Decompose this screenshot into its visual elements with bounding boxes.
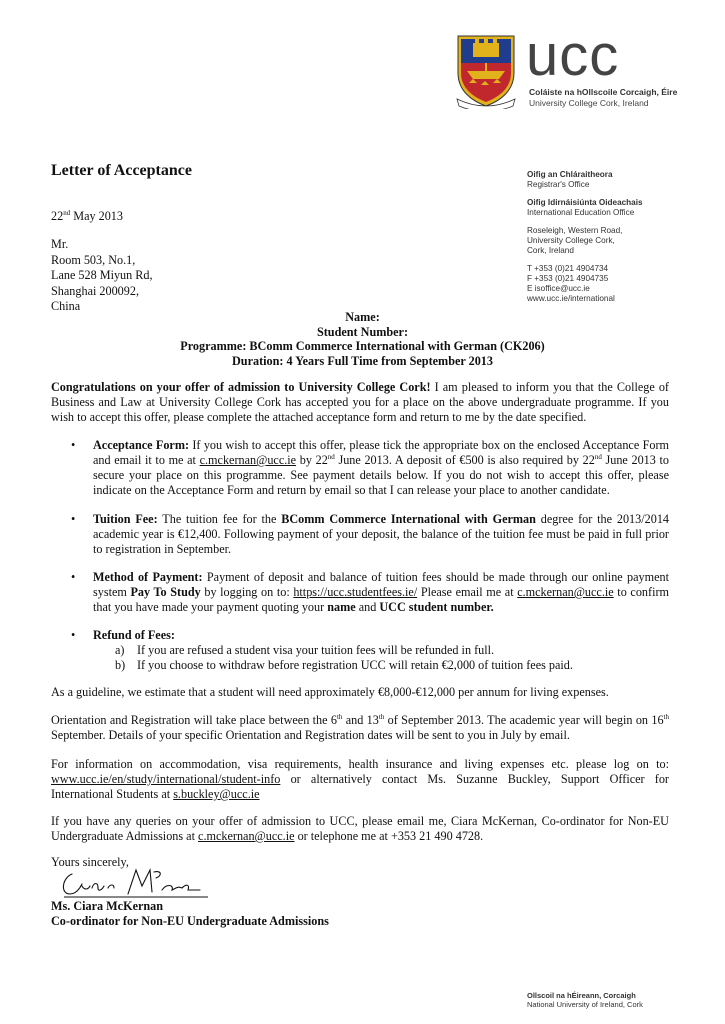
recipient-address	[51, 237, 153, 315]
programme: Programme: BComm Commerce International with German (CK206)	[180, 339, 545, 353]
footer	[527, 991, 643, 1009]
signer-name: Ms. Ciara McKernan	[51, 899, 164, 913]
footer-irish: Ollscoil na hÉireann, Corcaigh	[527, 991, 636, 1000]
duration: Duration: 4 Years Full Time from September 2013	[232, 353, 493, 368]
letter-title: Letter of Acceptance	[51, 162, 192, 179]
bullet-refund-of-fees: • Refund of Fees: a) If you are refused a student visa your tuition fees will be refunded in full. b) If you choose to withdraw before registration UCC will retain €2,000 of tuition fees paid.	[71, 628, 669, 673]
bullet-method-of-payment: • Method of Payment: Payment of deposit and balance of tuition fees should be made through our online payment system Pay To Study by logging on to: https://ucc.studentfees.ie/ Please email me at c.mckernan@ucc.ie to confirm that you have made your payment quoting your name and UCC student number.	[71, 570, 669, 614]
living-expenses-paragraph: As a guideline, we estimate that a student will need approximately €8,000-€12,000 per annum for living expenses.	[51, 685, 609, 699]
address-line: Shanghai 200092,	[51, 283, 140, 298]
address-line: Lane 528 Miyun Rd,	[51, 268, 153, 282]
office-address-line: Roseleigh, Western Road,	[527, 226, 623, 235]
office-details	[527, 170, 697, 304]
office-email: E isoffice@ucc.ie	[527, 284, 590, 293]
address-line: Mr.	[51, 237, 69, 251]
intro-paragraph: Congratulations on your offer of admission to University College Cork! I am pleased to inform you that the College of Business and Law at University College Cork has accepted you for a place on the above undergraduate programme. If you wish to accept this offer, please complete the attached acceptance form and return to me by the date specified.	[51, 380, 669, 424]
student-info-link[interactable]: www.ucc.ie/en/study/international/student-info	[51, 772, 281, 786]
bullet-tuition-fee: • Tuition Fee: The tuition fee for the BComm Commerce International with German degree for the 2013/2014 academic year is €12,400. Following payment of your deposit, the balance of the tuition fee must be paid in full prior to registration in September.	[71, 512, 670, 556]
intl-office-irish: Oifig Idirnáisiúnta Oideachais	[527, 198, 643, 207]
address-line: Room 503, No.1,	[51, 252, 136, 267]
intl-office-english: International Education Office	[527, 208, 635, 217]
refund-item-a: a) If you are refused a student visa your tuition fees will be refunded in full.	[115, 643, 495, 657]
information-paragraph: For information on accommodation, visa requirements, health insurance and living expenses etc. please log on to: www.ucc.ie/en/study/international/student-info or alternatively contact Ms. Suzanne Buckley, Support Officer for International Students at s.buckley@ucc.ie	[51, 757, 669, 801]
refund-item-b: b) If you choose to withdraw before registration UCC will retain €2,000 of tuition fees paid.	[115, 658, 573, 672]
name-label: Name:	[345, 310, 380, 324]
email-link[interactable]: c.mckernan@ucc.ie	[517, 585, 614, 599]
orientation-paragraph: Orientation and Registration will take place between the 6th and 13th of September 2013. The academic year will begin on 16th September. Details of your specific Orientation and Registration dates will be sent to you in July by email.	[51, 712, 669, 742]
office-web: www.ucc.ie/international	[527, 294, 615, 303]
letter-date: 22nd May 2013	[51, 208, 123, 223]
queries-paragraph: If you have any queries on your offer of admission to UCC, please email me, Ciara McKernan, Co-ordinator for Non-EU Undergraduate Admissions at c.mckernan@ucc.ie or telephone me at +353 21 490 4728.	[51, 814, 669, 843]
studentfees-link[interactable]: https://ucc.studentfees.ie/	[293, 585, 418, 599]
ucc-irish-name: Coláiste na hOllscoile Corcaigh, Éire	[529, 87, 678, 97]
salutation: Yours sincerely,	[51, 855, 129, 869]
registrar-english: Registrar's Office	[527, 180, 590, 189]
student-number-label: Student Number:	[316, 324, 409, 339]
ucc-crest-icon	[455, 33, 517, 109]
email-link[interactable]: c.mckernan@ucc.ie	[198, 829, 295, 843]
ucc-logo-text: ucc	[526, 23, 620, 88]
signer-title: Co-ordinator for Non-EU Undergraduate Admissions	[51, 914, 329, 928]
address-line: China	[51, 299, 81, 313]
student-details	[0, 310, 725, 368]
office-tel: T +353 (0)21 4904734	[527, 264, 609, 273]
office-address-line: Cork, Ireland	[527, 246, 574, 255]
office-address-line: University College Cork,	[527, 236, 615, 245]
email-link[interactable]: s.buckley@ucc.ie	[173, 787, 260, 801]
email-link[interactable]: c.mckernan@ucc.ie	[199, 453, 297, 467]
bullet-acceptance-form: • Acceptance Form: If you wish to accept this offer, please tick the appropriate box on the enclosed Acceptance Form and email it to me at c.mckernan@ucc.ie by 22nd June 2013. A deposit of €500 is also required by 22nd June 2013 to secure your place on this programme. See payment details below. If you do not wish to accept this offer, please indicate on the Acceptance Form and return by email so that I can release your place to another candidate.	[71, 438, 670, 497]
signer-block	[51, 899, 329, 929]
registrar-irish: Oifig an Chláraitheora	[527, 170, 613, 179]
ucc-english-name: University College Cork, Ireland	[529, 98, 649, 108]
footer-english: National University of Ireland, Cork	[527, 1000, 643, 1009]
handwritten-signature	[58, 864, 208, 902]
office-fax: F +353 (0)21 4904735	[527, 274, 609, 283]
